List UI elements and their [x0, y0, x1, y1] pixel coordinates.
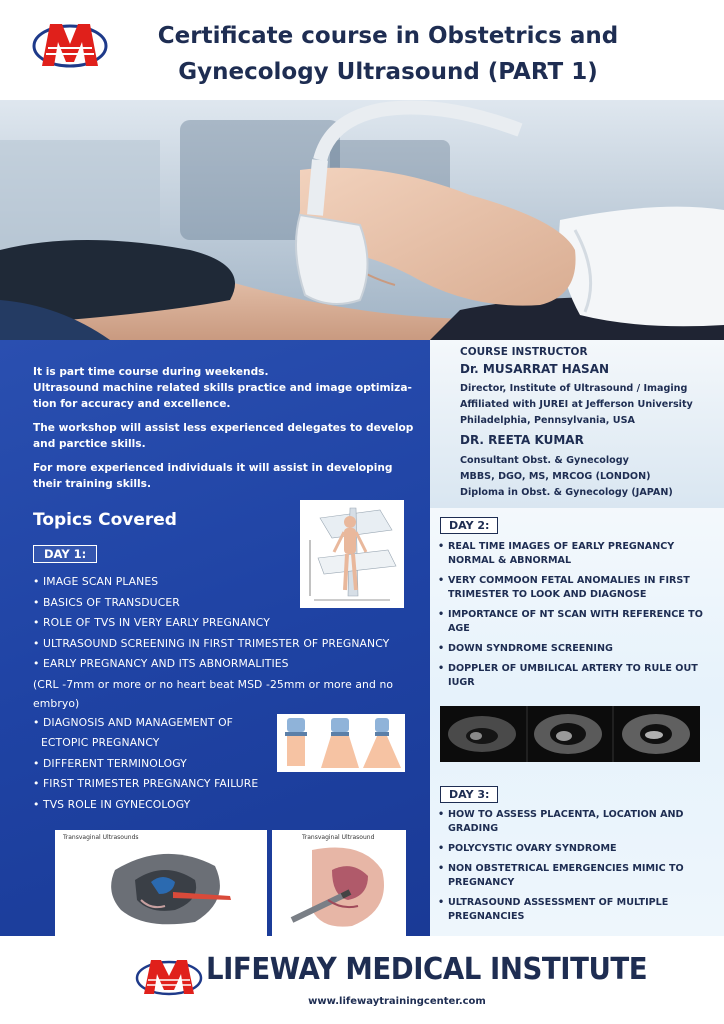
- day-1-topics-list: [33, 572, 428, 815]
- day-3-topics-list: [438, 808, 716, 930]
- list-item: • FIRST TRIMESTER PREGNANCY FAILURE: [33, 777, 259, 790]
- list-item: • REAL TIME IMAGES OF EARLY PREGNANCY NORMAL & ABNORMAL: [438, 540, 716, 568]
- instructor-2-detail: Diploma in Obst. & Gynecology (JAPAN): [460, 487, 673, 498]
- list-item: • HOW TO ASSESS PLACENTA, LOCATION AND GRADING: [438, 808, 716, 836]
- list-item: • EARLY PREGNANCY AND ITS ABNORMALITIES: [33, 657, 289, 670]
- list-item: • BASICS OF TRANSDUCER: [33, 595, 180, 609]
- ultrasound-scan-images: [440, 706, 700, 762]
- ultrasound-scan-illustration: [0, 100, 724, 340]
- list-item-note: (CRL -7mm or more or no heart beat MSD -25mm or more and no embryo): [33, 677, 394, 710]
- intro-paragraph-3: The workshop will assist less experienced delegates to develop and parctice skills.: [33, 422, 414, 450]
- institute-logo-icon: [30, 14, 110, 74]
- list-item: • DOPPLER OF UMBILICAL ARTERY TO RULE OUT IUGR: [438, 662, 716, 690]
- list-item: • VERY COMMOON FETAL ANOMALIES IN FIRST TRIMESTER TO LOOK AND DIAGNOSE: [438, 574, 716, 602]
- list-item: • DIFFERENT TERMINOLOGY: [33, 756, 187, 770]
- day-3-badge: DAY 3:: [440, 786, 498, 803]
- intro-paragraph-4: For more experienced individuals it will assist in developing their training skills.: [33, 462, 393, 490]
- tv-diagram-1-caption: Transvaginal Ultrasounds: [63, 834, 139, 841]
- instructor-2-name: DR. REETA KUMAR: [460, 433, 584, 447]
- course-instructor-box: [430, 340, 724, 508]
- instructor-1-detail: Philadelphia, Pennsylvania, USA: [460, 415, 635, 426]
- institute-name: LIFEWAY MEDICAL INSTITUTE: [206, 952, 648, 987]
- day-1-badge: DAY 1:: [33, 545, 97, 563]
- intro-text: [33, 364, 423, 500]
- intro-paragraph-2: Ultrasound machine related skills practice and image optimiza-tion for accuracy and excellence.: [33, 382, 412, 410]
- header: [0, 0, 724, 100]
- course-details-panel: [430, 340, 724, 936]
- tv-diagram-2-caption: Transvaginal Ultrasound: [302, 834, 375, 841]
- list-item: • ROLE OF TVS IN VERY EARLY PREGNANCY: [33, 616, 270, 629]
- instructor-1-detail: Director, Institute of Ultrasound / Imaging: [460, 383, 688, 394]
- list-item: • TVS ROLE IN GYNECOLOGY: [33, 797, 191, 811]
- instructor-2-detail: Consultant Obst. & Gynecology: [460, 455, 629, 466]
- footer: [0, 936, 724, 1024]
- list-item: • ULTRASOUND ASSESSMENT OF MULTIPLE PREGNANCIES: [438, 896, 716, 924]
- sagittal-pelvis-illustration: [272, 830, 406, 936]
- instructor-1-name: Dr. MUSARRAT HASAN: [460, 362, 610, 376]
- course-overview-panel: [0, 340, 430, 936]
- instructor-2-detail: MBBS, DGO, MS, MRCOG (LONDON): [460, 471, 651, 482]
- transvaginal-diagram-2: [272, 830, 406, 936]
- institute-logo-icon: [134, 954, 204, 998]
- day-2-topics-list: [438, 540, 716, 696]
- instructor-1-detail: Affiliated with JUREI at Jefferson University: [460, 399, 693, 410]
- topics-heading: Topics Covered: [33, 510, 177, 530]
- title-line-2: Gynecology Ultrasound (PART 1): [178, 59, 598, 85]
- list-item: • IMAGE SCAN PLANES: [33, 575, 159, 588]
- course-instructor-label: COURSE INSTRUCTOR: [460, 346, 588, 358]
- list-item: • POLYCYSTIC OVARY SYNDROME: [438, 842, 716, 856]
- list-item: • ULTRASOUND SCREENING IN FIRST TRIMESTER OF PREGNANCY: [33, 636, 390, 650]
- intro-paragraph-1: It is part time course during weekends.: [33, 366, 269, 378]
- list-item: • IMPORTANCE OF NT SCAN WITH REFERENCE TO AGE: [438, 608, 716, 636]
- website-link[interactable]: www.lifewaytrainingcenter.com: [308, 996, 486, 1007]
- hero-ultrasound-photo: [0, 100, 724, 340]
- transvaginal-diagram-1: [55, 830, 267, 936]
- day-2-badge: DAY 2:: [440, 517, 498, 534]
- transducer-beam-diagram: [277, 714, 405, 772]
- page-title: [118, 18, 658, 90]
- list-item: • DOWN SYNDROME SCREENING: [438, 642, 716, 656]
- list-item: ECTOPIC PREGNANCY: [41, 736, 160, 749]
- pelvic-anatomy-illustration: [55, 830, 267, 936]
- list-item: • NON OBSTETRICAL EMERGENCIES MIMIC TO PREGNANCY: [438, 862, 716, 890]
- list-item: • DIAGNOSIS AND MANAGEMENT OF: [33, 715, 233, 729]
- title-line-1: Certificate course in Obstetrics and: [157, 23, 619, 49]
